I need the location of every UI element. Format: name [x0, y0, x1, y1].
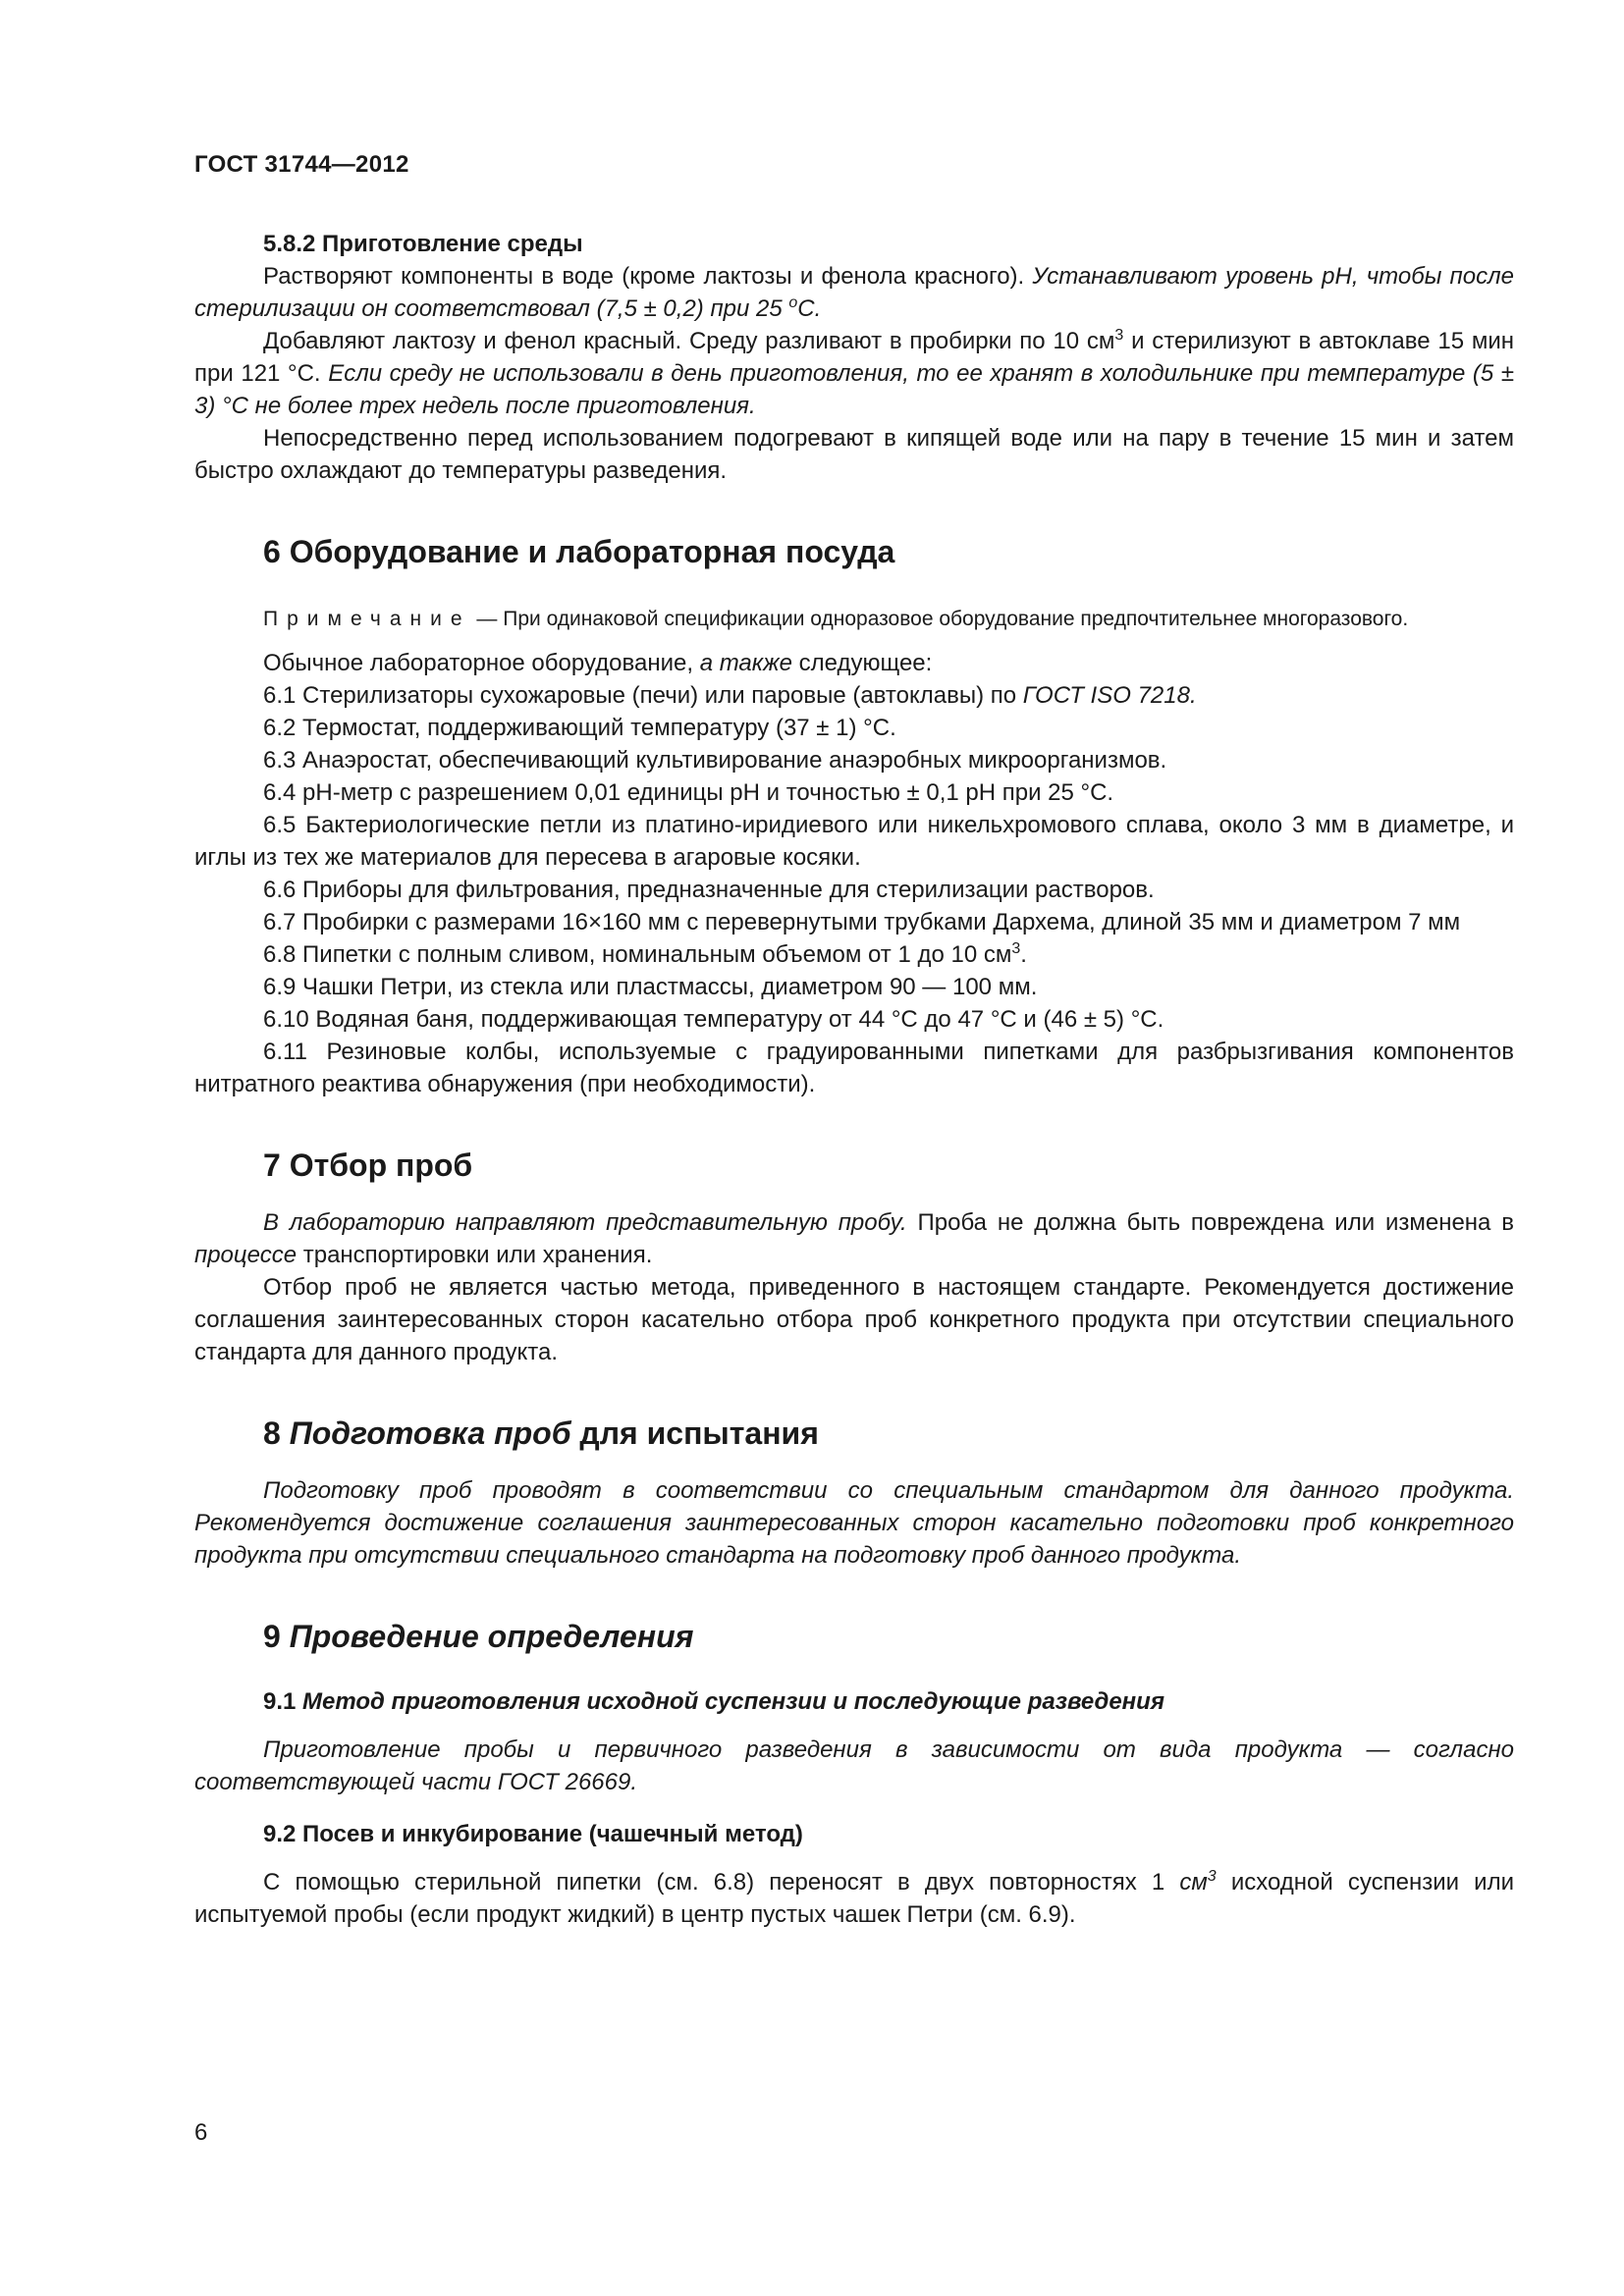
note: Примечание — При одинаковой спецификации одноразовое оборудование предпочтительнее многоразового.: [263, 608, 1409, 630]
paragraph: Непосредственно перед использованием подогревают в кипящей воде или на пару в течение 15 мин и затем быстро охлаждают до температуры разведения.: [194, 425, 1514, 484]
list-item: 6.10 Водяная баня, поддерживающая температуру от 44 °С до 47 °С и (46 ± 5) °С.: [263, 1006, 1164, 1033]
page-number: 6: [194, 2119, 208, 2146]
list-item: 6.7 Пробирки с размерами 16×160 мм с перевернутыми трубками Дархема, длиной 35 мм и диаметром 7 мм: [263, 909, 1461, 935]
list-item: 6.5 Бактериологические петли из платино-иридиевого или никельхромового сплава, около 3 мм в диаметре, и иглы из тех же материалов для пересева в агаровые косяки.: [194, 812, 1514, 871]
list-item: 6.8 Пипетки с полным сливом, номинальным объемом от 1 до 10 $см^3$.: [263, 940, 1027, 968]
section-title-9: 9 Проведение определения: [263, 1619, 694, 1654]
running-header: ГОСТ 31744—2012: [194, 151, 409, 178]
paragraph: Обычное лабораторное оборудование, а также следующее:: [263, 650, 933, 676]
paragraph: С помощью стерильной пипетки (см. 6.8) переносят в двух повторностях 1 $см^3$ исходной суспензии или испытуемой пробы (если продукт жидкий) в центр пустых чашек Петри (см. 6.9).: [194, 1868, 1514, 1928]
list-item: 6.1 Стерилизаторы сухожаровые (печи) или паровые (автоклавы) по ГОСТ ISO 7218.: [263, 682, 1197, 709]
list-item: 6.6 Приборы для фильтрования, предназначенные для стерилизации растворов.: [263, 877, 1155, 903]
paragraph: Подготовку проб проводят в соответствии со специальным стандартом для данного продукта. Рекомендуется достижение соглашения заинтересованных сторон касательно подготовки проб конкретного продукта при отсутствии специального стандарта на подготовку проб данного продукта.: [194, 1477, 1514, 1569]
subsection-title-9-2: 9.2 Посев и инкубирование (чашечный метод): [263, 1821, 803, 1847]
list-item: 6.11 Резиновые колбы, используемые с градуированными пипетками для разбрызгивания компонентов нитратного реактива обнаружения (при необходимости).: [194, 1039, 1514, 1097]
list-item: 6.3 Анаэростат, обеспечивающий культивирование анаэробных микроорганизмов.: [263, 747, 1167, 774]
paragraph: Растворяют компоненты в воде (кроме лактозы и фенола красного). Устанавливают уровень рН, чтобы после стерилизации он соответствовал (7,5 ± 0,2) при 25 $^о$С.: [194, 263, 1514, 322]
section-title-6: 6 Оборудование и лабораторная посуда: [263, 534, 895, 569]
subsection-title-9-1: 9.1 Метод приготовления исходной суспензии и последующие разведения: [263, 1688, 1164, 1715]
section-title-7: 7 Отбор проб: [263, 1148, 473, 1183]
paragraph: Приготовление пробы и первичного разведения в зависимости от вида продукта — согласно соответствующей части ГОСТ 26669.: [194, 1736, 1514, 1795]
section-title-8: 8 Подготовка проб для испытания: [263, 1415, 819, 1451]
list-item: 6.2 Термостат, поддерживающий температуру (37 ± 1) °С.: [263, 715, 896, 741]
list-item: 6.4 рН-метр с разрешением 0,01 единицы рН и точностью ± 0,1 рН при 25 °С.: [263, 779, 1114, 806]
list-item: 6.9 Чашки Петри, из стекла или пластмассы, диаметром 90 — 100 мм.: [263, 974, 1038, 1000]
paragraph: Отбор проб не является частью метода, приведенного в настоящем стандарте. Рекомендуется достижение соглашения заинтересованных сторон касательно отбора проб конкретного продукта при отсутствии специального стандарта для данного продукта.: [194, 1274, 1514, 1365]
subsection-title-5-8-2: 5.8.2 Приготовление среды: [263, 231, 583, 257]
paragraph: Добавляют лактозу и фенол красный. Среду разливают в пробирки по 10 $см^3$ и стерилизуют в автоклаве 15 мин при 121 °С. Если среду не использовали в день приготовления, то ее хранят в холодильнике при температуре (5 ± 3) °С не более трех недель после приготовления.: [194, 327, 1514, 419]
paragraph: В лабораторию направляют представительную пробу. Проба не должна быть повреждена или изменена в процессе транспортировки или хранения.: [194, 1209, 1514, 1268]
document-body: [194, 228, 1514, 1931]
